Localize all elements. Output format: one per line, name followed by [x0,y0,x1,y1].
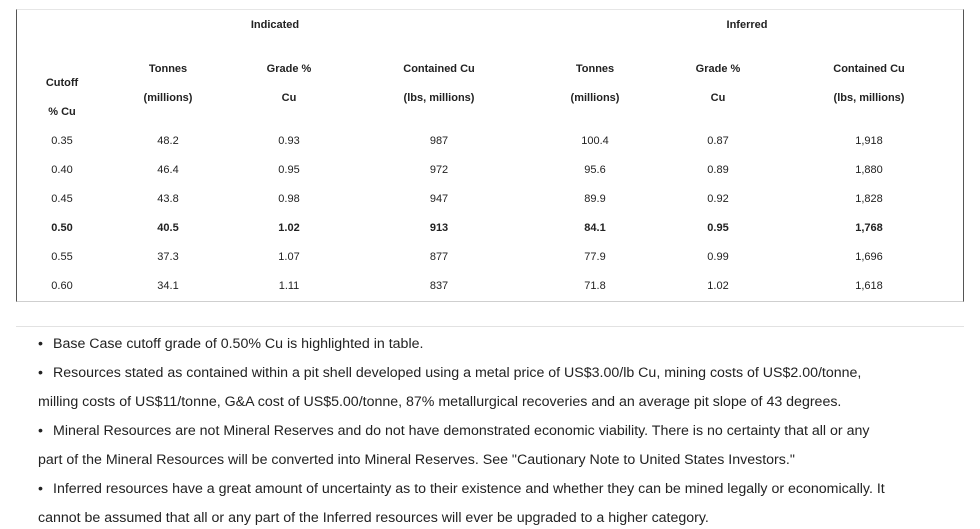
cell-grade-inferred: 0.99 [707,251,729,263]
bullet-icon: • [38,336,43,352]
cutoff-header-line1: Cutoff [45,77,79,89]
cell-grade-indicated: 0.93 [278,135,300,147]
cell-grade-inferred: 0.92 [707,193,729,205]
cell-cutoff: 0.35 [51,135,73,147]
cell-tonnes-indicated: 48.2 [157,135,179,147]
cell-grade-indicated: 1.11 [278,280,300,292]
note-text: cannot be assumed that all or any part of the Inferred resources will ever be upgraded to a higher category. [38,510,709,526]
cell-contained-indicated: 837 [429,280,449,292]
note-line [38,359,968,388]
table-row [17,185,963,214]
note-line [38,330,968,359]
note-line [38,475,968,504]
table-row [17,272,963,301]
note-line [38,417,968,446]
cell-contained-indicated: 877 [429,251,449,263]
col-header-tonnes-indicated-unit: (millions) [143,92,193,104]
col-header-contained-indicated: Contained Cu [403,63,475,75]
cell-contained-indicated: 913 [429,222,449,234]
cell-cutoff: 0.45 [51,193,73,205]
note-line [38,388,968,417]
cell-contained-indicated: 947 [429,193,449,205]
note-text: Mineral Resources are not Mineral Reserves and do not have demonstrated economic viability. There is no certainty that all or any [53,423,870,439]
note-text: Inferred resources have a great amount of uncertainty as to their existence and whether they can be mined legally or economically. It [53,481,885,497]
cell-grade-indicated: 1.07 [278,251,300,263]
col-header-tonnes-indicated: Tonnes [148,63,188,75]
cell-grade-indicated: 1.02 [278,222,300,234]
cell-grade-inferred: 0.95 [707,222,729,234]
table-row [17,127,963,156]
note-text: part of the Mineral Resources will be converted into Mineral Reserves. See "Cautionary Note to United States Investors." [38,452,795,468]
note-line [38,504,968,529]
cell-cutoff: 0.55 [51,251,73,263]
cell-contained-inferred: 1,768 [855,222,883,234]
cell-contained-inferred: 1,918 [855,135,883,147]
note-text: Base Case cutoff grade of 0.50% Cu is highlighted in table. [53,336,424,352]
cell-cutoff: 0.50 [51,222,73,234]
cell-tonnes-indicated: 40.5 [157,222,179,234]
cell-tonnes-indicated: 34.1 [157,280,179,292]
col-header-contained-indicated-unit: (lbs, millions) [403,92,475,104]
cell-contained-inferred: 1,696 [855,251,883,263]
col-header-grade-inferred: Grade % [695,63,741,75]
cell-grade-indicated: 0.95 [278,164,300,176]
group-header-inferred: Inferred [726,19,768,31]
resource-table [16,9,964,302]
cell-tonnes-inferred: 100.4 [581,135,609,147]
col-header-tonnes-inferred-unit: (millions) [570,92,620,104]
cell-cutoff: 0.40 [51,164,73,176]
cell-tonnes-inferred: 84.1 [584,222,606,234]
cell-contained-indicated: 987 [429,135,449,147]
cell-grade-inferred: 1.02 [707,280,729,292]
table-row [17,156,963,185]
note-line [38,446,968,475]
bullet-icon: • [38,365,43,381]
cell-cutoff: 0.60 [51,280,73,292]
cell-tonnes-inferred: 77.9 [584,251,606,263]
cell-contained-indicated: 972 [429,164,449,176]
cell-grade-inferred: 0.87 [707,135,729,147]
cutoff-header-line2: % Cu [48,106,76,118]
col-header-grade-indicated-unit: Cu [281,92,297,104]
cell-grade-inferred: 0.89 [707,164,729,176]
col-header-contained-inferred: Contained Cu [833,63,905,75]
group-header-indicated: Indicated [250,19,300,31]
col-header-contained-inferred-unit: (lbs, millions) [833,92,905,104]
cell-tonnes-indicated: 37.3 [157,251,179,263]
table-row-highlighted [17,214,963,243]
cell-tonnes-indicated: 43.8 [157,193,179,205]
cell-contained-inferred: 1,880 [855,164,883,176]
note-text: milling costs of US$11/tonne, G&A cost of US$5.00/tonne, 87% metallurgical recoveries and an average pit slope of 43 degrees. [38,394,842,410]
cell-contained-inferred: 1,828 [855,193,883,205]
table-row [17,243,963,272]
bullet-icon: • [38,423,43,439]
cell-contained-inferred: 1,618 [855,280,883,292]
cell-grade-indicated: 0.98 [278,193,300,205]
section-divider [16,326,964,327]
cell-tonnes-inferred: 95.6 [584,164,606,176]
cell-tonnes-inferred: 89.9 [584,193,606,205]
col-header-tonnes-inferred: Tonnes [575,63,615,75]
col-header-grade-inferred-unit: Cu [710,92,726,104]
cell-tonnes-inferred: 71.8 [584,280,606,292]
col-header-grade-indicated: Grade % [266,63,312,75]
note-text: Resources stated as contained within a pit shell developed using a metal price of US$3.00/lb Cu, mining costs of US$2.00/tonne, [53,365,862,381]
bullet-icon: • [38,481,43,497]
notes-list [38,330,968,529]
cell-tonnes-indicated: 46.4 [157,164,179,176]
